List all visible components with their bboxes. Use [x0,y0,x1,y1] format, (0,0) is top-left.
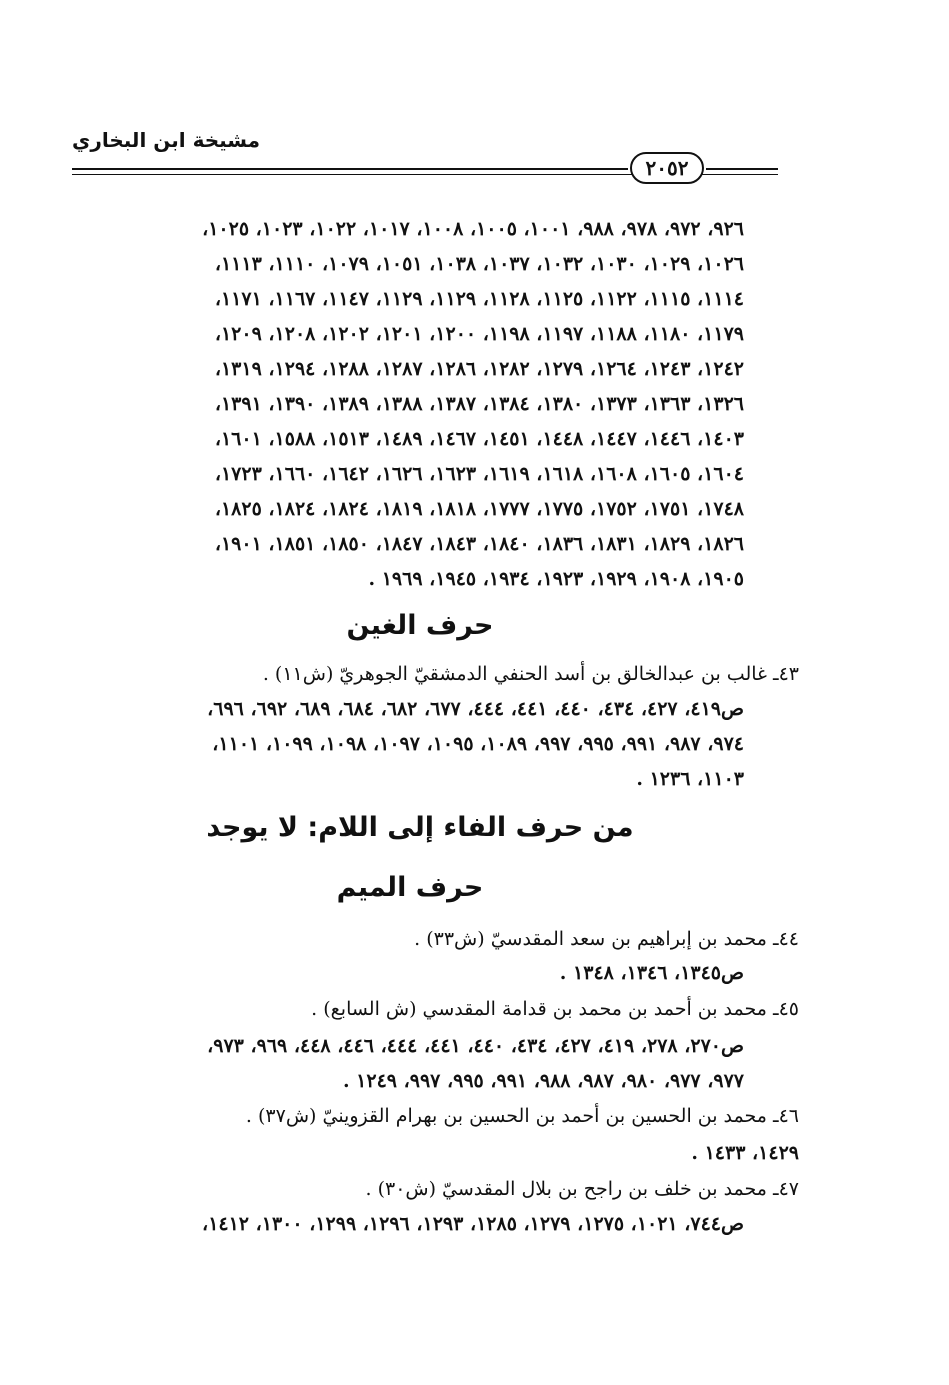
page-number: ٢٠٥٢ [630,152,704,184]
ref-line: ١٧٤٨، ١٧٥١، ١٧٥٢، ١٧٧٥، ١٧٧٧، ١٨١٨، ١٨١٩، ١٨٢٤، ١٨٢٤، ١٨٢٥، [214,498,744,520]
entry-46-name: ٤٦ـ محمد بن الحسين بن أحمد بن الحسين بن بهرام القزوينيّ (ش٣٧) . [245,1105,799,1127]
entry-45-pages: ص٢٧٠، ٢٧٨، ٤١٩، ٤٢٧، ٤٣٤، ٤٤٠، ٤٤١، ٤٤٤، ٤٤٦، ٤٤٨، ٩٦٩، ٩٧٣، [207,1035,744,1057]
ref-line: ٩٢٦، ٩٧٢، ٩٧٨، ٩٨٨، ١٠٠١، ١٠٠٥، ١٠٠٨، ١٠١٧، ١٠٢٢، ١٠٢٣، ١٠٢٥، [202,218,744,240]
entry-43-pages: ١١٠٣، ١٢٣٦ . [636,768,744,790]
entry-44-pages: ص١٣٤٥، ١٣٤٦، ١٣٤٨ . [559,962,744,984]
entry-46-pages: ١٤٢٩، ١٤٣٣ . [691,1142,799,1164]
entry-47-name: ٤٧ـ محمد بن خلف بن راجح بن بلال المقدسيّ (ش٣٠) . [365,1178,799,1200]
ref-line: ١١١٤، ١١١٥، ١١٢٢، ١١٢٥، ١١٢٨، ١١٢٩، ١١٢٩، ١١٤٧، ١١٦٧، ١١٧١، [214,288,744,310]
entry-43-pages: ٩٧٤، ٩٨٧، ٩٩١، ٩٩٥، ٩٩٧، ١٠٨٩، ١٠٩٥، ١٠٩٧، ١٠٩٨، ١٠٩٩، ١١٠١، [212,733,744,755]
ref-line: ١٤٠٣، ١٤٤٦، ١٤٤٧، ١٤٤٨، ١٤٥١، ١٤٦٧، ١٤٨٩، ١٥١٣، ١٥٨٨، ١٦٠١، [214,428,744,450]
section-heading-mim: حرف الميم [336,872,484,903]
ref-line: ١٨٢٦، ١٨٢٩، ١٨٣١، ١٨٣٦، ١٨٤٠، ١٨٤٣، ١٨٤٧، ١٨٥٠، ١٨٥١، ١٩٠١، [214,533,744,555]
entry-43-pages: ص٤١٩، ٤٢٧، ٤٣٤، ٤٤٠، ٤٤١، ٤٤٤، ٦٧٧، ٦٨٢، ٦٨٤، ٦٨٩، ٦٩٢، ٦٩٦، [207,698,744,720]
ref-line: ١٣٢٦، ١٣٦٣، ١٣٧٣، ١٣٨٠، ١٣٨٤، ١٣٨٧، ١٣٨٨، ١٣٨٩، ١٣٩٠، ١٣٩١، [214,393,744,415]
section-heading-ghain: حرف الغين [346,610,494,641]
entry-45-pages: ٩٧٧، ٩٧٧، ٩٨٠، ٩٨٧، ٩٨٨، ٩٩١، ٩٩٥، ٩٩٧، ١٢٤٩ . [342,1070,744,1092]
entry-44-name: ٤٤ـ محمد بن إبراهيم بن سعد المقدسيّ (ش٣٣) . [414,928,799,950]
entry-47-pages: ص٧٤٤، ١٠٢١، ١٢٧٥، ١٢٧٩، ١٢٨٥، ١٢٩٣، ١٢٩٦، ١٢٩٩، ١٣٠٠، ١٤١٢، [202,1213,744,1235]
header-rule-right [706,168,778,170]
running-title: مشيخة ابن البخاري [72,128,261,152]
header-rule-left [72,168,628,170]
ref-line: ١١٧٩، ١١٨٠، ١١٨٨، ١١٩٧، ١١٩٨، ١٢٠٠، ١٢٠١، ١٢٠٢، ١٢٠٨، ١٢٠٩، [214,323,744,345]
ref-line: ١٠٢٦، ١٠٢٩، ١٠٣٠، ١٠٣٢، ١٠٣٧، ١٠٣٨، ١٠٥١، ١٠٧٩، ١١١٠، ١١١٣، [214,253,744,275]
section-heading-fa-lam: من حرف الفاء إلى اللام: لا يوجد [206,812,634,843]
ref-line: ١٢٤٢، ١٢٤٣، ١٢٦٤، ١٢٧٩، ١٢٨٢، ١٢٨٦، ١٢٨٧، ١٢٨٨، ١٢٩٤، ١٣١٩، [214,358,744,380]
ref-line: ١٦٠٤، ١٦٠٥، ١٦٠٨، ١٦١٨، ١٦١٩، ١٦٢٣، ١٦٢٦، ١٦٤٢، ١٦٦٠، ١٧٢٣، [214,463,744,485]
entry-45-name: ٤٥ـ محمد بن أحمد بن محمد بن قدامة المقدسي (ش السابع) . [311,998,799,1020]
entry-43-name: ٤٣ـ غالب بن عبدالخالق بن أسد الحنفي الدمشقيّ الجوهريّ (ش١١) . [262,663,799,685]
ref-line: ١٩٠٥، ١٩٠٨، ١٩٢٩، ١٩٢٣، ١٩٣٤، ١٩٤٥، ١٩٦٩ . [368,568,744,590]
